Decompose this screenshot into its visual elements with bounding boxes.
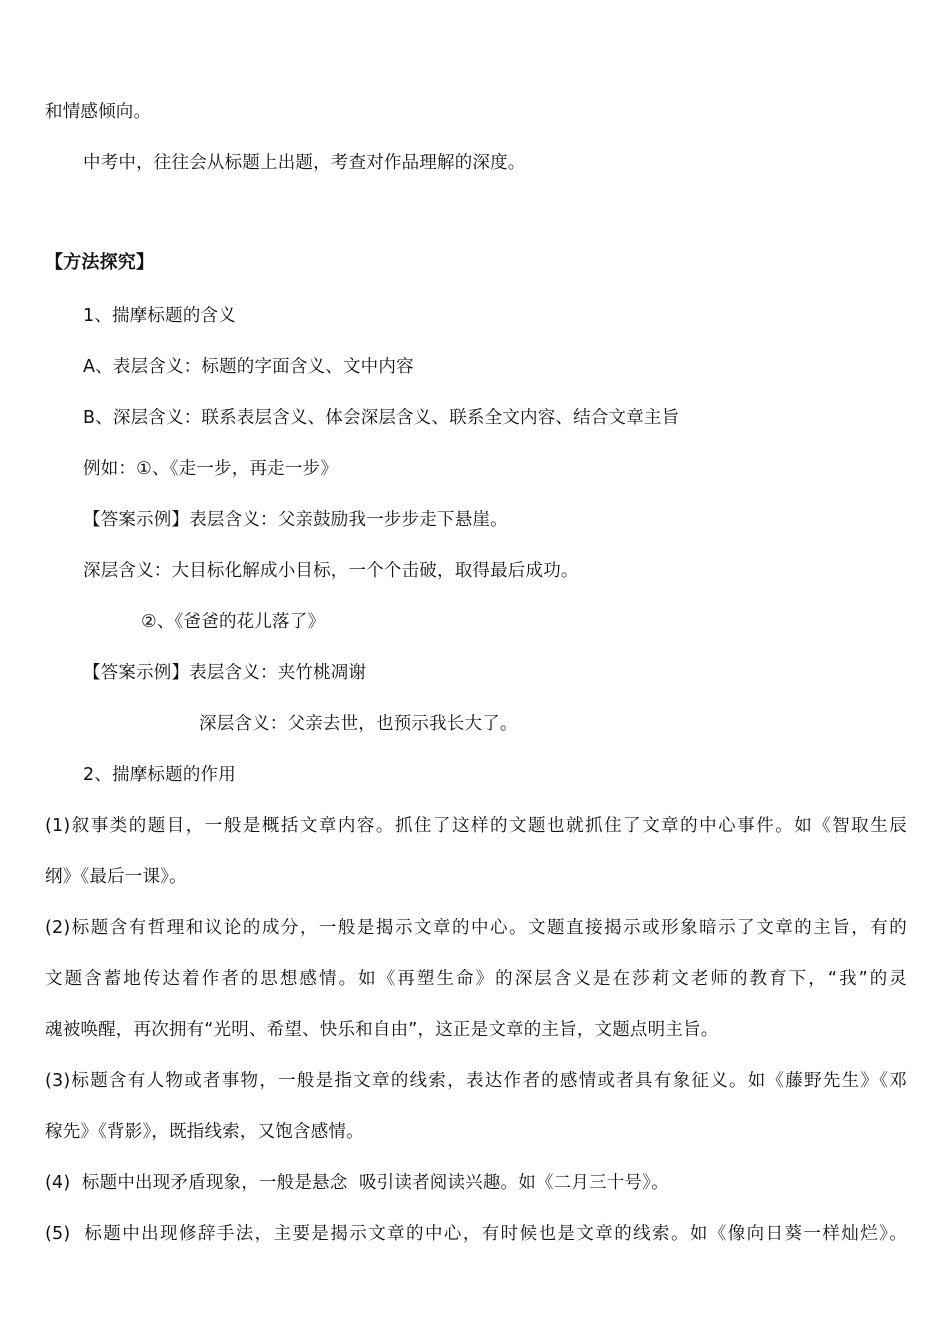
example2-answer-deep: 深层含义：父亲去世，也预示我长大了。 [199, 714, 518, 734]
example-intro: 例如：①、《走一步，再走一步》 [83, 459, 338, 479]
item2-line3: 魂被唤醒，再次拥有“光明、希望、快乐和自由”，这正是文章的主旨，文题点明主旨。 [45, 1020, 719, 1040]
item3-line2: 稼先》《背影》，既指线索，又饱含感情。 [45, 1122, 364, 1142]
example2-answer-surface: 【答案示例】表层含义：夹竹桃凋谢 [83, 663, 367, 683]
example2-title: ②、《爸爸的花儿落了》 [141, 612, 326, 632]
item2-line1: (2)标题含有哲理和议论的成分，一般是揭示文章的中心。文题直接揭示或形象暗示了文章的主旨，有的 [45, 918, 907, 938]
part1-title: 1、揣摩标题的含义 [83, 306, 236, 326]
section-heading: 【方法探究】 [45, 252, 155, 273]
item4-line1: (4) 标题中出现矛盾现象，一般是悬念 吸引读者阅读兴趣。如《二月三十号》。 [45, 1173, 669, 1193]
example1-answer-surface: 【答案示例】表层含义：父亲鼓励我一步步走下悬崖。 [83, 510, 508, 530]
exam-note: 中考中，往往会从标题上出题，考查对作品理解的深度。 [83, 153, 526, 173]
item5-line1: (5) 标题中出现修辞手法，主要是揭示文章的中心，有时候也是文章的线索。如《像向日葵一样灿烂》。 [45, 1224, 907, 1244]
item2-line2: 文题含蓄地传达着作者的思想感情。如《再塑生命》的深层含义是在莎莉文老师的教育下，“我”的灵 [45, 969, 907, 989]
item3-line1: (3)标题含有人物或者事物，一般是指文章的线索，表达作者的感情或者具有象征义。如《藤野先生》《邓 [45, 1071, 907, 1091]
deep-meaning: B、深层含义：联系表层含义、体会深层含义、联系全文内容、结合文章主旨 [83, 408, 680, 428]
example1-answer-deep: 深层含义：大目标化解成小目标，一个个击破，取得最后成功。 [83, 561, 579, 581]
item1-line1: (1)叙事类的题目，一般是概括文章内容。抓住了这样的文题也就抓住了文章的中心事件。如《智取生辰 [45, 816, 907, 836]
item1-line2: 纲》《最后一课》。 [45, 867, 187, 887]
part2-title: 2、揣摩标题的作用 [83, 765, 236, 785]
intro-tail-line: 和情感倾向。 [45, 102, 152, 122]
surface-meaning: A、表层含义：标题的字面含义、文中内容 [83, 357, 414, 377]
